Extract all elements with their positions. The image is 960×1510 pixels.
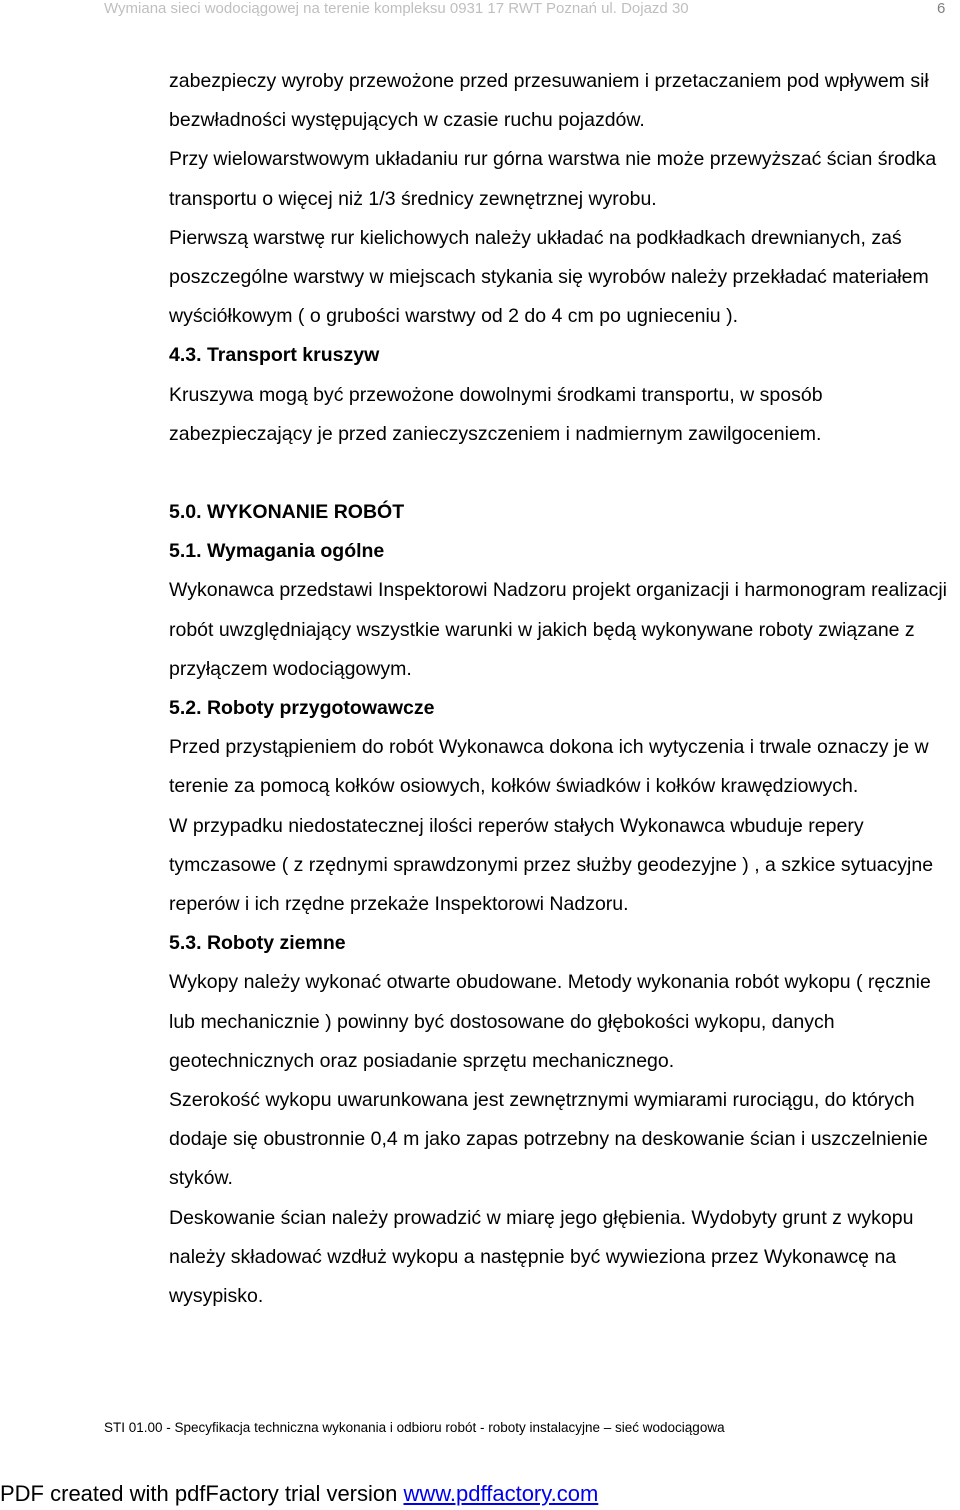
paragraph: zabezpieczy wyroby przewożone przed przesuwaniem i przetaczaniem pod wpływem sił bezwładności występujących w czasie ruchu pojazdów. <box>169 70 929 132</box>
section-heading: 5.1. Wymagania ogólne <box>169 540 385 563</box>
paragraph: Kruszywa mogą być przewożone dowolnymi środkami transportu, w sposób zabezpieczający je przed zanieczyszczeniem i nadmiernym zawilgoceniem. <box>169 383 823 445</box>
pdf-creator-banner <box>0 1481 598 1507</box>
paragraph: Przy wielowarstwowym układaniu rur górna warstwa nie może przewyższać ścian środka transportu o więcej niż 1/3 średnicy zewnętrznej wyrobu. <box>169 148 937 210</box>
paragraph: Pierwszą warstwę rur kielichowych należy układać na podkładkach drewnianych, zaś poszczególne warstwy w miejscach stykania się wyrobów należy przekładać materiałem wyściółkowym ( o grubości warstwy od 2 do 4 cm po ugnieceniu ). <box>169 226 929 328</box>
paragraph: W przypadku niedostatecznej ilości reperów stałych Wykonawca wbuduje repery tymczasowe ( z rzędnymi sprawdzonymi przez służby geodezyjne ) , a szkice sytuacyjne reperów i ich rzędne przekaże Inspektorowi Nadzoru. <box>169 814 934 916</box>
pdf-banner-text: PDF created with pdfFactory trial version <box>0 1481 404 1506</box>
paragraph: Wykonawca przedstawi Inspektorowi Nadzoru projekt organizacji i harmonogram realizacji robót uwzględniający wszystkie warunki w jakich będą wykonywane roboty związane z przyłączem wodociągowym. <box>169 579 947 680</box>
section-heading: 5.0. WYKONANIE ROBÓT <box>169 501 405 524</box>
running-header: Wymiana sieci wodociągowej na terenie kompleksu 0931 17 RWT Poznań ul. Dojazd 30 <box>104 0 689 17</box>
paragraph: Wykopy należy wykonać otwarte obudowane. Metody wykonania robót wykopu ( ręcznie lub mechanicznie ) powinny być dostosowane do głębokości wykopu, danych geotechnicznych oraz posiadanie sprzętu mechanicznego. <box>169 971 931 1072</box>
paragraph: Szerokość wykopu uwarunkowana jest zewnętrznymi wymiarami rurociągu, do których dodaje się obustronnie 0,4 m jako zapas potrzebny na deskowanie ścian i uszczelnienie styków. <box>169 1089 928 1190</box>
paragraph: Przed przystąpieniem do robót Wykonawca dokona ich wytyczenia i trwale oznaczy je w terenie za pomocą kołków osiowych, kołków świadków i kołków krawędziowych. <box>169 736 929 798</box>
paragraph: Deskowanie ścian należy prowadzić w miarę jego głębienia. Wydobyty grunt z wykopu należy składować wzdłuż wykopu a następnie być wywieziona przez Wykonawcę na wysypisko. <box>169 1206 914 1308</box>
page-footer: STI 01.00 - Specyfikacja techniczna wykonania i odbioru robót - roboty instalacyjne – sieć wodociągowa <box>104 1420 725 1435</box>
section-heading: 5.2. Roboty przygotowawcze <box>169 697 435 720</box>
section-heading: 4.3. Transport kruszyw <box>169 344 380 367</box>
blank-line <box>169 454 959 493</box>
document-body <box>169 62 959 1316</box>
pdffactory-link[interactable]: www.pdffactory.com <box>403 1481 599 1506</box>
page-number: 6 <box>937 0 946 17</box>
section-heading: 5.3. Roboty ziemne <box>169 932 346 955</box>
